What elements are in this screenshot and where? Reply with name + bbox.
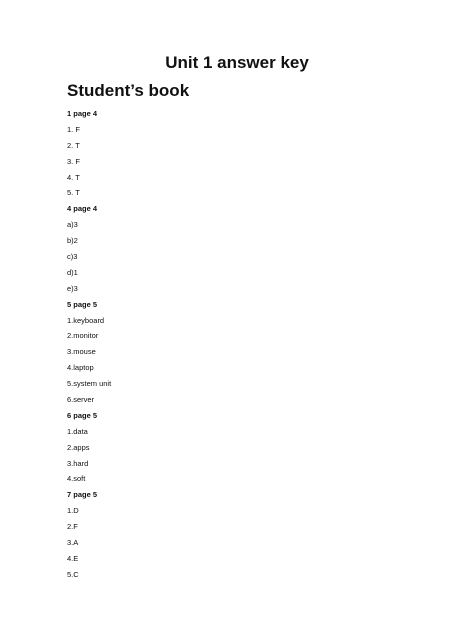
answer-item: 1.data xyxy=(67,426,88,436)
answer-item: 4.laptop xyxy=(67,363,94,373)
answer-item: 5.C xyxy=(67,569,79,579)
answer-item: 3.mouse xyxy=(67,347,96,357)
answer-item: 4. T xyxy=(67,172,80,182)
answer-item: e)3 xyxy=(67,283,78,293)
answer-item: a)3 xyxy=(67,220,78,230)
exercise-heading: 5 page 5 xyxy=(67,299,98,309)
answer-item: 1. F xyxy=(67,124,80,134)
exercise-heading: 1 page 4 xyxy=(67,109,98,118)
answer-item: 3. F xyxy=(67,156,80,166)
exercise-group-4 xyxy=(67,408,427,487)
exercise-group-3 xyxy=(67,297,427,408)
section-heading: Student’s book xyxy=(67,81,190,100)
answer-item: 3.hard xyxy=(67,458,89,468)
exercise-group-2 xyxy=(67,201,427,296)
answer-item: 2. T xyxy=(67,140,80,150)
answer-item: 1.D xyxy=(67,506,79,516)
answer-item: 5.system unit xyxy=(67,379,112,389)
answer-item: 2.apps xyxy=(67,442,90,452)
answer-item: 2.monitor xyxy=(67,331,99,341)
exercise-heading: 6 page 5 xyxy=(67,410,98,420)
exercise-group-1 xyxy=(67,106,427,201)
answer-item: 4.E xyxy=(67,553,79,563)
answer-item: b)2 xyxy=(67,236,78,246)
answer-item: 5. T xyxy=(67,188,80,198)
answer-item: d)1 xyxy=(67,267,78,277)
document-title: Unit 1 answer key xyxy=(165,53,309,72)
answer-item: 3.A xyxy=(67,538,79,548)
answer-list xyxy=(67,106,427,583)
exercise-group-5 xyxy=(67,487,427,582)
exercise-heading: 4 page 4 xyxy=(67,204,98,214)
answer-item: c)3 xyxy=(67,252,78,262)
answer-item: 6.server xyxy=(67,395,95,405)
answer-item: 4.soft xyxy=(67,474,86,484)
answer-item: 2.F xyxy=(67,522,78,532)
exercise-heading: 7 page 5 xyxy=(67,490,98,500)
answer-item: 1.keyboard xyxy=(67,315,105,325)
